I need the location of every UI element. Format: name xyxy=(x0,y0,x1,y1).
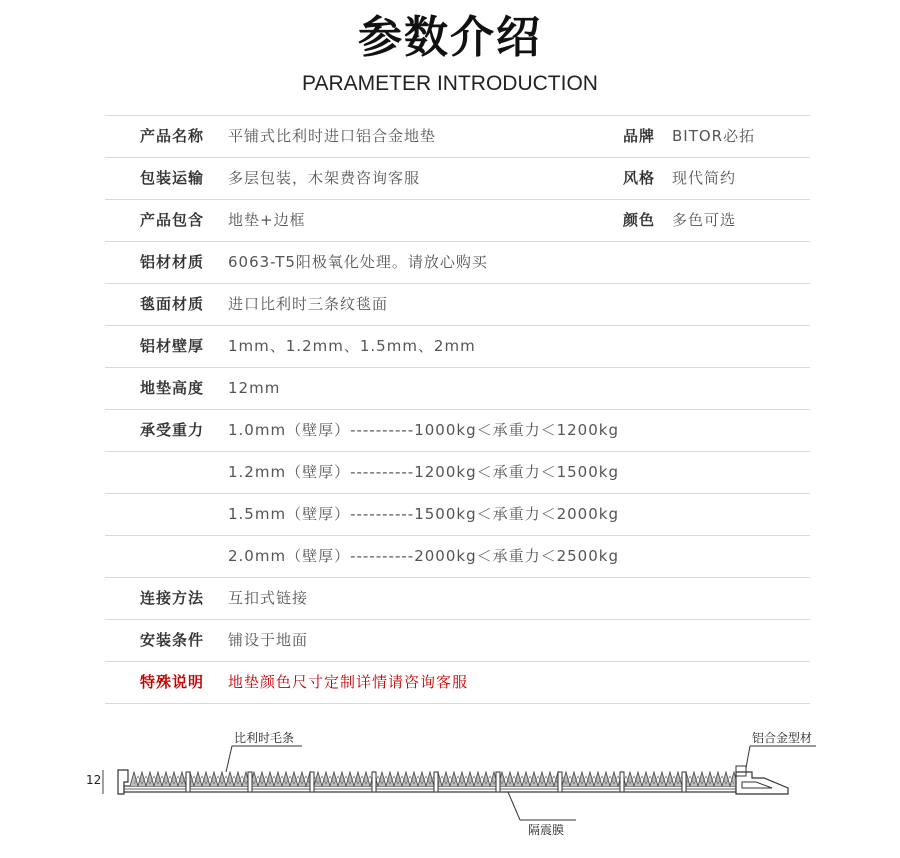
param-row-carpet-material xyxy=(105,284,810,326)
param-label-secondary: 风格 xyxy=(623,169,656,187)
param-row-packaging xyxy=(105,158,810,200)
param-label: 铝材材质 xyxy=(140,253,205,271)
param-value: 1mm、1.2mm、1.5mm、2mm xyxy=(228,337,476,355)
param-label: 包装运输 xyxy=(140,169,205,187)
aluminum-divider xyxy=(558,772,562,792)
parameter-table xyxy=(105,115,810,704)
page-subtitle: PARAMETER INTRODUCTION xyxy=(302,72,598,95)
param-value: 地垫+边框 xyxy=(228,211,306,229)
membrane-leader-line xyxy=(508,792,520,820)
param-label: 铝材壁厚 xyxy=(140,337,205,355)
param-row-wall-thickness xyxy=(105,326,810,368)
aluminum-divider xyxy=(186,772,190,792)
param-label: 地垫高度 xyxy=(140,379,205,397)
aluminum-divider xyxy=(682,772,686,792)
param-row-load-capacity xyxy=(105,410,810,452)
profile-leader-line xyxy=(746,746,750,768)
param-value: 进口比利时三条纹毯面 xyxy=(228,295,389,313)
param-label: 毯面材质 xyxy=(140,295,205,313)
param-row-special-note xyxy=(105,662,810,704)
param-value: 6063-T5阳极氧化处理。请放心购买 xyxy=(228,253,488,271)
aluminum-divider xyxy=(434,772,438,792)
param-value: 多层包装，木架费咨询客服 xyxy=(228,169,421,187)
height-label: 12 xyxy=(86,773,102,787)
fiber-label: 比利时毛条 xyxy=(234,731,295,745)
param-label: 产品包含 xyxy=(140,211,205,229)
aluminum-divider xyxy=(496,772,500,792)
param-value: 12mm xyxy=(228,379,281,397)
param-value: 2.0mm（壁厚）----------2000kg＜承重力＜2500kg xyxy=(228,547,619,565)
profile-label: 铝合金型材 xyxy=(752,731,813,745)
param-row-aluminum-material xyxy=(105,242,810,284)
param-value: 地垫颜色尺寸定制详情请咨询客服 xyxy=(228,673,469,691)
param-row-contents xyxy=(105,200,810,242)
param-value-secondary: BITOR必拓 xyxy=(672,127,756,145)
param-value: 1.2mm（壁厚）----------1200kg＜承重力＜1500kg xyxy=(228,463,619,481)
param-row-load-capacity-2 xyxy=(105,452,810,494)
param-row-installation xyxy=(105,620,810,662)
param-label-secondary: 颜色 xyxy=(623,211,656,229)
param-row-mat-height xyxy=(105,368,810,410)
aluminum-divider xyxy=(620,772,624,792)
right-edge-profile xyxy=(736,772,788,794)
aluminum-divider xyxy=(248,772,252,792)
param-label: 连接方法 xyxy=(140,589,205,607)
param-row-connection xyxy=(105,578,810,620)
param-value: 1.0mm（壁厚）----------1000kg＜承重力＜1200kg xyxy=(228,421,619,439)
param-label: 承受重力 xyxy=(140,421,205,439)
param-value: 铺设于地面 xyxy=(228,631,309,649)
cross-section-diagram xyxy=(0,722,900,858)
param-row-load-capacity-3 xyxy=(105,494,810,536)
param-value: 互扣式链接 xyxy=(228,589,309,607)
param-label-secondary: 品牌 xyxy=(623,127,656,145)
param-value-secondary: 现代简约 xyxy=(672,169,737,187)
param-row-load-capacity-4 xyxy=(105,536,810,578)
aluminum-divider xyxy=(310,772,314,792)
param-value: 1.5mm（壁厚）----------1500kg＜承重力＜2000kg xyxy=(228,505,619,523)
fiber-leader-line xyxy=(226,746,232,772)
param-value-secondary: 多色可选 xyxy=(672,211,737,229)
param-label: 安装条件 xyxy=(140,631,205,649)
param-label: 产品名称 xyxy=(140,127,205,145)
page-title: 参数介绍 xyxy=(358,12,542,63)
param-row-product-name xyxy=(105,116,810,158)
param-label: 特殊说明 xyxy=(140,673,205,691)
membrane-label: 隔震膜 xyxy=(528,823,565,837)
param-value: 平铺式比利时进口铝合金地垫 xyxy=(228,127,437,145)
aluminum-divider xyxy=(372,772,376,792)
